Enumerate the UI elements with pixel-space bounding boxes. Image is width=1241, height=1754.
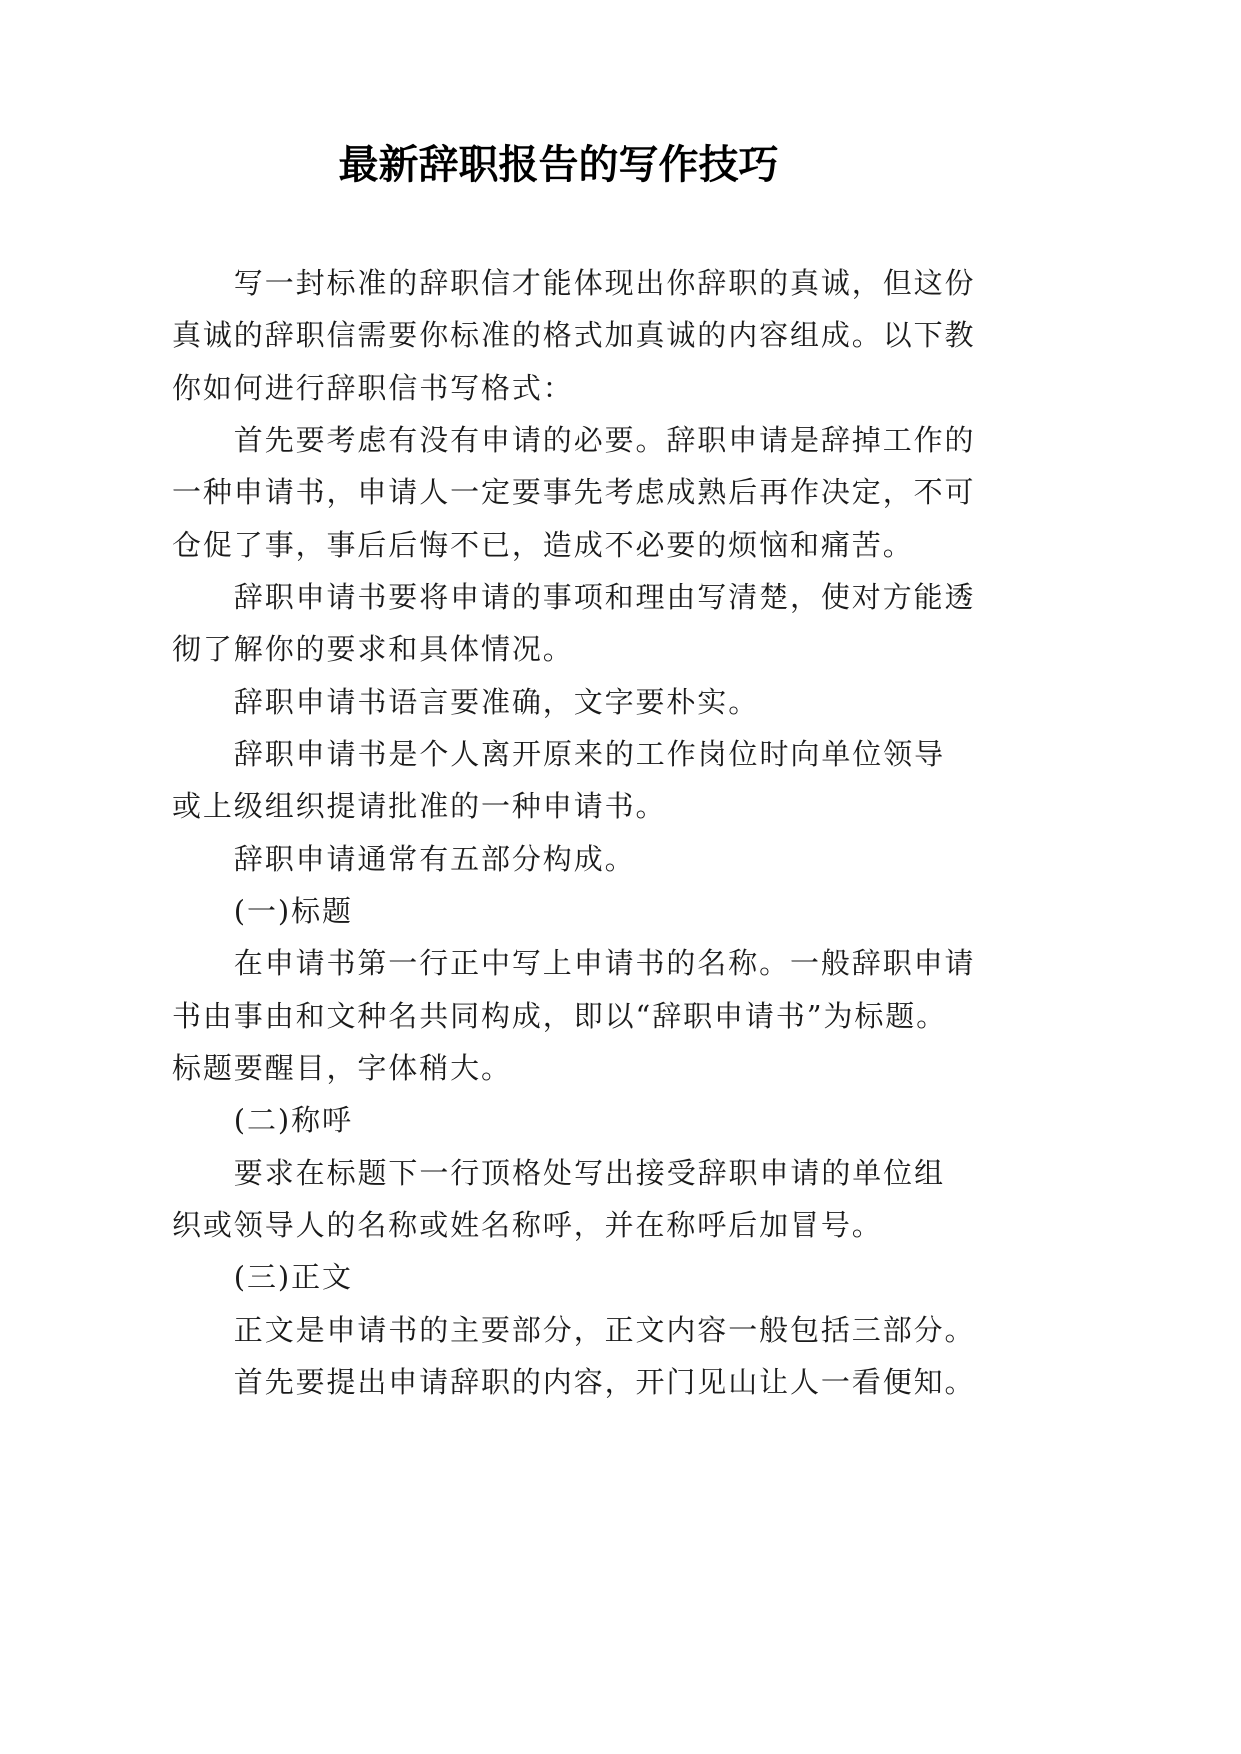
paragraph-line: 或上级组织提请批准的一种申请书。 <box>172 789 667 824</box>
paragraph-line: (一)标题 <box>233 893 353 928</box>
paragraph <box>172 571 976 676</box>
paragraph-line: 辞职申请书语言要准确，文字要朴实。 <box>233 684 760 719</box>
paragraph-line: (二)称呼 <box>233 1103 353 1138</box>
paragraph-line: 辞职申请通常有五部分构成。 <box>233 841 636 876</box>
paragraph <box>172 414 976 571</box>
paragraph <box>172 1094 945 1146</box>
paragraph-line: 你如何进行辞职信书写格式： <box>172 370 574 405</box>
paragraph <box>172 1251 945 1303</box>
paragraph-line: 辞职申请书是个人离开原来的工作岗位时向单位领导 <box>233 736 945 771</box>
paragraph <box>172 937 976 1094</box>
paragraph-line: 首先要考虑有没有申请的必要。辞职申请是辞掉工作的 <box>233 422 976 457</box>
paragraph-line: 写一封标准的辞职信才能体现出你辞职的真诚，但这份 <box>233 266 976 300</box>
paragraph-line: 一种申请书，申请人一定要事先考虑成熟后再作决定，不可 <box>172 475 976 510</box>
paragraph-line: 辞职申请书要将申请的事项和理由写清楚，使对方能透 <box>233 579 976 614</box>
paragraph <box>172 885 945 937</box>
paragraph-line: 仓促了事，事后后悔不已，造成不必要的烦恼和痛苦。 <box>172 527 914 562</box>
paragraph-line: 彻了解你的要求和具体情况。 <box>172 632 574 667</box>
paragraph-line: 首先要提出申请辞职的内容，开门见山让人一看便知。 <box>233 1364 976 1399</box>
paragraph-line: 书由事由和文种名共同构成，即以“辞职申请书”为标题。 <box>172 998 948 1033</box>
paragraph-line: 要求在标题下一行顶格处写出接受辞职申请的单位组 <box>233 1155 945 1190</box>
paragraph <box>172 676 945 728</box>
paragraph <box>172 833 945 885</box>
paragraph-line: 正文是申请书的主要部分，正文内容一般包括三部分。 <box>233 1312 976 1347</box>
paragraph-line: 在申请书第一行正中写上申请书的名称。一般辞职申请 <box>233 946 976 981</box>
paragraph <box>172 1356 976 1408</box>
paragraph-line: 织或领导人的名称或姓名称呼，并在称呼后加冒号。 <box>172 1207 883 1242</box>
paragraph-line: 真诚的辞职信需要你标准的格式加真诚的内容组成。以下教 <box>172 318 976 353</box>
paragraph <box>172 728 945 833</box>
paragraph-line: 标题要醒目，字体稍大。 <box>172 1050 512 1085</box>
paragraph <box>172 257 976 414</box>
paragraph-line: (三)正文 <box>233 1260 353 1295</box>
paragraph <box>172 1147 945 1252</box>
document-body <box>172 257 976 1408</box>
paragraph <box>172 1304 976 1356</box>
page-title: 最新辞职报告的写作技巧 <box>338 141 779 188</box>
